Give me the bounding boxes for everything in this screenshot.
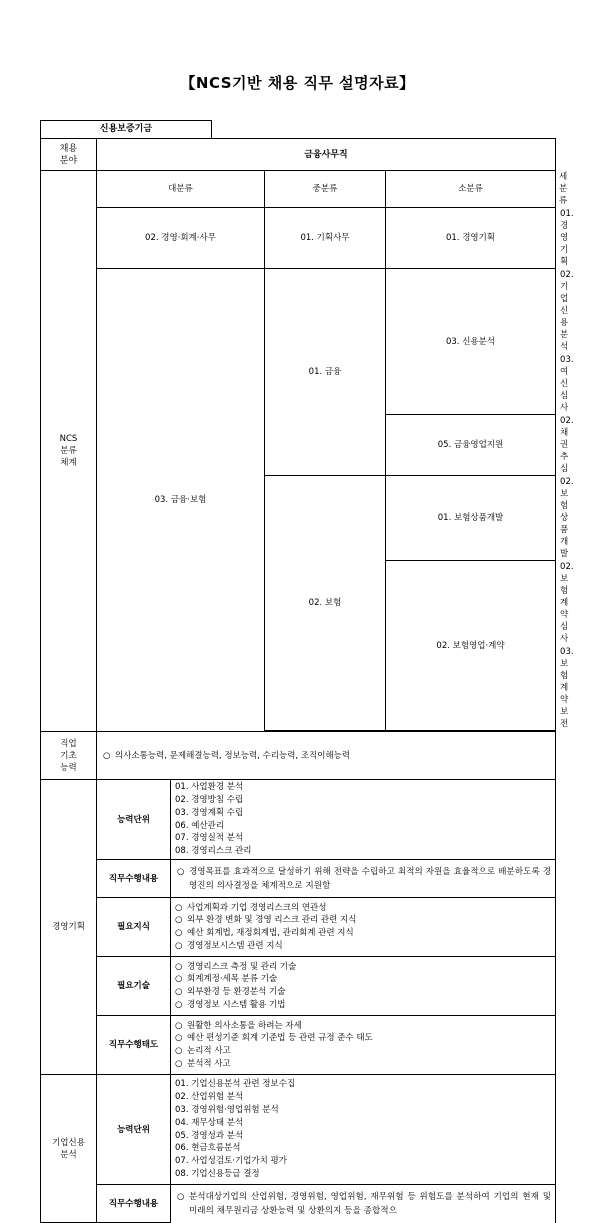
circle-bullet-icon: ○ [177,866,185,877]
mgmt-unit-item: 08. 경영리스크 관리 [175,846,252,857]
credit-label-text: 기업신용 분석 [52,1137,85,1160]
credit-unit-item: 05. 경영성과 분석 [175,1130,244,1141]
basic-ability-label [41,732,97,780]
circle-bullet-icon: ○ [177,1191,185,1202]
circle-bullet-icon: ○ [175,987,183,997]
basic-ability-label-text: 직업 기초 능력 [60,738,77,773]
ncs-label-text: NCS 분류 체계 [59,434,78,468]
circle-bullet-icon: ○ [175,1033,183,1044]
credit-unit-item: 01. 기업신용분석 관련 정보수집 [175,1079,296,1090]
mgmt-skill-text: 경영정보 시스템 활용 기법 [187,999,286,1010]
ncs-row-2: 03. 금융·보험 01. 금융 03. 신용분석 02. 기업신용분석 [41,269,556,354]
mgmt-skill-label: 필요기술 [97,957,171,1016]
recruit-field-row [41,139,556,171]
mgmt-attitude-text: 분석적 사고 [187,1058,231,1069]
credit-unit-list [171,1075,556,1185]
credit-duty-row [41,1185,556,1223]
circle-bullet-icon: ○ [175,915,183,926]
mgmt-skill-text: 회계계정·세목 분류 기술 [187,974,278,985]
recruit-field-label-text: 채용 분야 [59,143,78,166]
mgmt-units-row [41,780,556,860]
mgmt-knowledge-item [175,927,551,940]
basic-ability-value [97,732,556,780]
ncs-small-1: 01. 경영기획 [386,208,556,269]
mgmt-attitude-text: 예산 편성기준 회계 기준법 등 관련 규정 준수 태도 [187,1033,373,1044]
mgmt-skill-row [41,957,556,1016]
mgmt-knowledge-text: 예산 회계법, 재정회계법, 관리회계 관련 지식 [187,928,354,938]
circle-bullet-icon: ○ [175,961,183,972]
recruit-field-value: 금융사무직 [97,139,556,171]
circle-bullet-icon: ○ [175,974,183,985]
recruit-field-label [41,139,97,171]
ncs-small-2: 03. 신용분석 [386,269,556,415]
mgmt-attitude-item [175,1045,551,1058]
ncs-mid-3: 02. 보험 [265,476,386,731]
credit-unit-item: 07. 사업성검토·기업가치 평가 [175,1156,287,1167]
circle-bullet-icon: ○ [175,1020,183,1031]
mgmt-skill-item [175,999,551,1012]
mgmt-duty-label: 직무수행내용 [97,860,171,898]
credit-duty-value: 분석대상기업의 산업위험, 경영위험, 영업위험, 재무위험 등 위험도를 분석하여 기업의 현재 및 미래의 채무원리금 상환능력 및 상환의지 등을 종합적으 [189,1191,552,1216]
circle-bullet-icon: ○ [103,750,111,761]
credit-duty-label: 직무수행내용 [97,1185,171,1223]
mgmt-unit-item: 01. 사업환경 분석 [175,782,244,793]
mgmt-label: 경영기획 [41,780,97,1075]
mgmt-knowledge-label: 필요지식 [97,898,171,957]
basic-ability-text: 의사소통능력, 문제해결능력, 정보능력, 수리능력, 조직이해능력 [115,750,351,761]
credit-unit-item: 08. 기업신용등급 결정 [175,1168,260,1179]
credit-units-row [41,1075,556,1185]
mgmt-knowledge-item [175,902,551,915]
credit-unit-item: 03. 경영위험·영업위험 분석 [175,1104,279,1115]
mgmt-skill-text: 외부환경 등 환경분석 기술 [187,987,286,997]
ncs-row-1: 02. 경영·회계·사무 01. 기획사무 01. 경영기획 01. 경영기획 [41,208,556,269]
ncs-header-small: 소분류 [386,171,556,208]
mgmt-skill-text: 경영리스크 측정 및 관리 기술 [187,961,297,972]
mgmt-unit-item: 03. 경영계획 수립 [175,807,244,818]
credit-unit-label: 능력단위 [97,1075,171,1185]
ncs-row-6: 02. 보험영업·계약 02. 보험계약심사 [41,561,556,646]
ncs-mid-2: 01. 금융 [265,269,386,476]
mgmt-knowledge-row [41,898,556,957]
mgmt-skill-list [171,957,556,1016]
ncs-small-3: 05. 금융영업지원 [386,415,556,476]
organization-name: 신용보증기금 [40,120,212,138]
ncs-small-4: 01. 보험상품개발 [386,476,556,561]
ncs-label [41,171,97,732]
mgmt-skill-item [175,961,551,974]
page-title: 【NCS기반 채용 직무 설명자료】 [180,74,415,92]
ncs-major-1: 02. 경영·회계·사무 [97,208,265,269]
mgmt-knowledge-list [171,898,556,957]
mgmt-attitude-text: 논리적 사고 [187,1046,231,1056]
mgmt-attitude-item [175,1032,551,1045]
credit-unit-item: 04. 재무상태 분석 [175,1117,244,1128]
ncs-row-4: 05. 금융영업지원 02. 채권추심 [41,415,556,476]
mgmt-attitude-item [175,1058,551,1071]
ncs-header-row: NCS 분류 체계 대분류 중분류 소분류 세분류 [41,171,556,208]
mgmt-unit-list [171,780,556,860]
mgmt-knowledge-item [175,914,551,927]
mgmt-unit-label: 능력단위 [97,780,171,860]
job-description-table [40,138,574,1223]
circle-bullet-icon: ○ [175,999,183,1010]
mgmt-duty-value: 경영목표를 효과적으로 달성하기 위해 전략을 수립하고 최적의 자원을 효율적으로 배분하도록 경영진의 의사결정을 체계적으로 지원함 [189,866,552,891]
ncs-row-5: 02. 보험 01. 보험상품개발 02. 보험상품개발 [41,476,556,561]
mgmt-attitude-text: 원활한 의사소통을 하려는 자세 [187,1020,302,1031]
circle-bullet-icon: ○ [175,940,183,951]
credit-unit-item: 02. 산업위험 분석 [175,1092,244,1103]
mgmt-unit-item: 02. 경영방침 수립 [175,794,244,805]
mgmt-unit-item: 06. 예산관리 [175,820,225,831]
credit-unit-item: 06. 현금흐름분석 [175,1143,241,1154]
ncs-header-mid: 중분류 [265,171,386,208]
ncs-row-7: 03. 보험계약보전 [560,647,574,729]
mgmt-knowledge-text: 사업계획과 기업 경영리스크의 연관성 [187,902,327,913]
mgmt-attitude-list [171,1016,556,1075]
ncs-row-3: 03. 여신심사 [560,355,574,413]
mgmt-skill-item [175,973,551,986]
mgmt-knowledge-text: 외부 환경 변화 및 경영 리스크 관리 관련 지식 [187,915,357,926]
basic-ability-row [41,732,556,780]
mgmt-attitude-row [41,1016,556,1075]
credit-duty-text [171,1185,556,1223]
mgmt-knowledge-text: 경영정보시스템 관련 지식 [187,940,283,951]
circle-bullet-icon: ○ [175,902,183,913]
credit-label [41,1075,97,1223]
mgmt-duty-row [41,860,556,898]
ncs-header-major: 대분류 [97,171,265,208]
mgmt-duty-text [171,860,556,898]
mgmt-attitude-item [175,1020,551,1033]
circle-bullet-icon: ○ [175,1046,183,1056]
ncs-small-5: 02. 보험영업·계약 [386,561,556,731]
mgmt-knowledge-item [175,940,551,953]
mgmt-skill-item [175,986,551,999]
ncs-mid-1: 01. 기획사무 [265,208,386,269]
mgmt-attitude-label: 직무수행태도 [97,1016,171,1075]
circle-bullet-icon: ○ [175,928,183,938]
ncs-major-2: 03. 금융·보험 [97,269,265,732]
circle-bullet-icon: ○ [175,1058,183,1069]
mgmt-unit-item: 07. 경영실적 분석 [175,833,244,844]
